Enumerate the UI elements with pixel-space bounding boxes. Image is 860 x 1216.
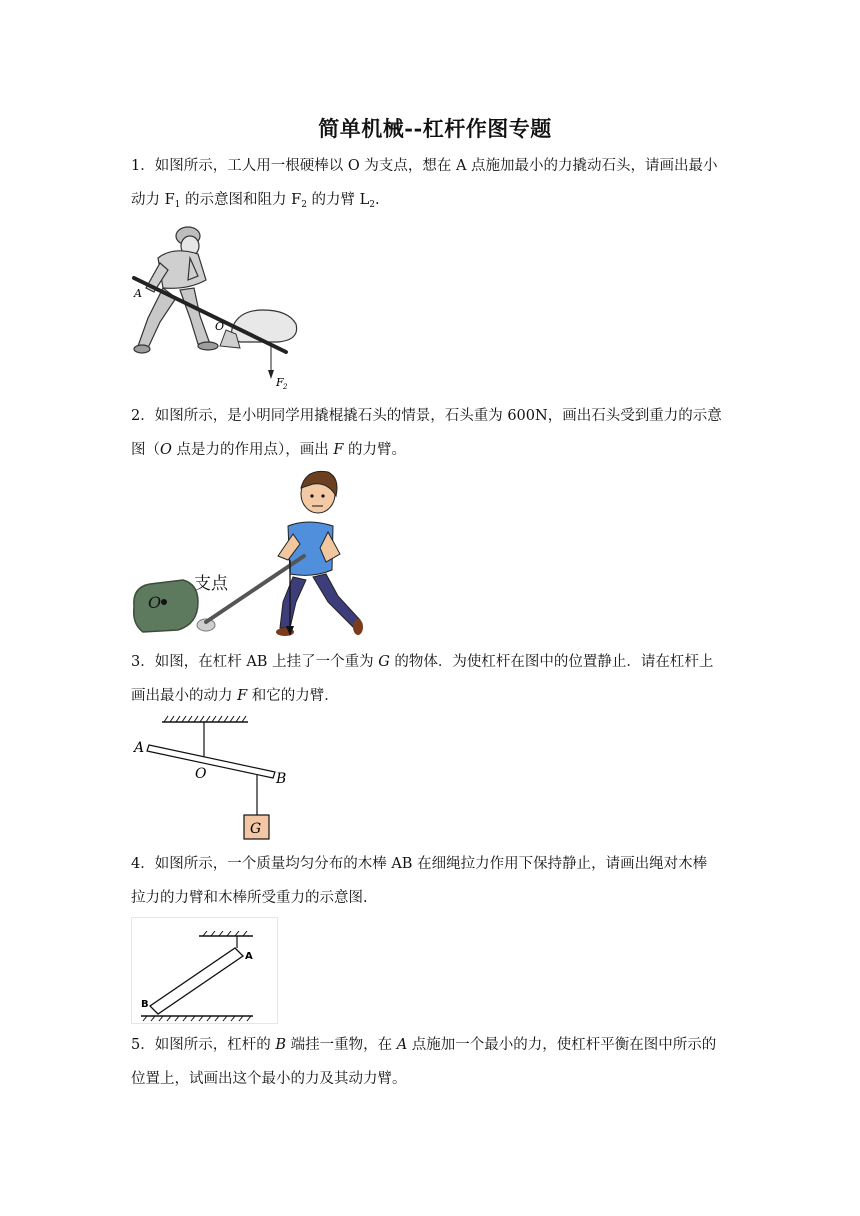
question-4-line-2: 拉力的力臂和木棒所受重力的示意图. (131, 890, 368, 906)
question-3-line-2: 画出最小的动力 F 和它的力臂． (131, 688, 339, 704)
question-3-line-1: 3．如图，在杠杆 AB 上挂了一个重为 G 的物体．为使杠杆在图中的位置静止．请在杠杆上 (131, 654, 714, 670)
question-1 (131, 149, 731, 217)
fig1-label-f-sub: 2 (283, 383, 288, 391)
question-4 (131, 847, 731, 915)
question-2 (131, 399, 731, 467)
rock-shape (134, 580, 198, 632)
question-5-line-2: 位置上，试画出这个最小的力及其动力臂。 (131, 1071, 407, 1087)
stone-shape (232, 310, 297, 342)
question-3 (131, 645, 731, 713)
question-4-line-1: 4．如图所示，一个质量均匀分布的木棒 AB 在细绳拉力作用下保持静止，请画出绳对木棒 (131, 856, 708, 872)
page-title: 简单机械--杠杆作图专题 (318, 116, 552, 141)
fig1-label-o: O (215, 320, 225, 333)
question-1-line-2: 动力 $F_1$ 的示意图和阻力 $F_2$ 的力臂 $L_2$. (131, 192, 380, 210)
fig1-label-a: A (134, 287, 142, 300)
fig3-label-g: G (250, 821, 262, 837)
question-5 (131, 1028, 731, 1096)
figure-3-lever-ab (130, 712, 300, 847)
question-2-line-1: 2．如图所示，是小明同学用撬棍撬石头的情景，石头重为 600N，画出石头受到重力的示意 (131, 408, 722, 424)
figure-2-boy-crowbar (128, 462, 378, 647)
lever-ab-bar (147, 745, 275, 778)
fig4-label-a: A (245, 951, 253, 962)
question-2-line-2: 图（O 点是力的作用点），画出 F 的力臂。 (131, 442, 407, 458)
rock-center-point (161, 599, 167, 605)
question-5-line-1: 5．如图所示，杠杆的 B 端挂一重物，在 A 点施加一个最小的力，使杠杆平衡在图中所示的 (131, 1037, 717, 1053)
question-1-line-1: 1．如图所示，工人用一根硬棒以 O 为支点，想在 A 点施加最小的力撬动石头，请画出最小 (131, 158, 718, 174)
fig3-label-o: O (195, 766, 207, 782)
fig2-label-o: O (148, 593, 162, 612)
force-f2-arrowhead (268, 370, 274, 379)
figure-4-wooden-rod (131, 917, 279, 1025)
worker-illustration (134, 227, 218, 353)
figure-1-worker-lever (128, 218, 308, 393)
fig2-label-fulcrum: 支点 (194, 574, 228, 594)
fig3-label-b: B (276, 771, 287, 787)
ceiling-hatch (164, 716, 246, 722)
fig1-label-f: F (276, 376, 284, 389)
boy-illustration (276, 471, 363, 636)
fig3-label-a: A (134, 740, 145, 756)
fig4-label-b: B (141, 999, 149, 1010)
